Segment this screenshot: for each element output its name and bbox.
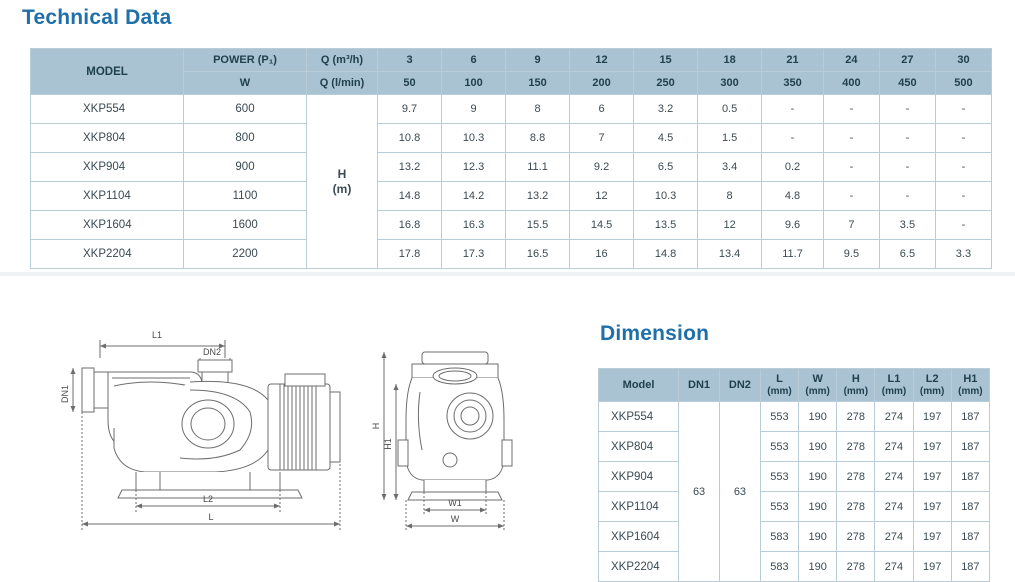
cell-dn2: 63 bbox=[720, 402, 761, 582]
cell-power: 900 bbox=[184, 153, 307, 182]
cell-head-value: 16.3 bbox=[442, 211, 506, 240]
dim-header-w-unit: (mm) bbox=[805, 385, 830, 397]
table-row bbox=[599, 552, 990, 582]
flow-lmin-4: 250 bbox=[634, 72, 698, 95]
cell-power: 1600 bbox=[184, 211, 307, 240]
dimension-table bbox=[598, 368, 990, 582]
dim-header-l bbox=[760, 369, 798, 402]
pump-technical-drawings bbox=[40, 320, 560, 560]
cell-W: 190 bbox=[799, 432, 837, 462]
cell-head-value: 17.3 bbox=[442, 240, 506, 269]
flow-m3h-4: 15 bbox=[634, 49, 698, 72]
section-divider bbox=[0, 272, 1015, 276]
technical-table-head bbox=[31, 49, 992, 95]
cell-head-value: 9.2 bbox=[570, 153, 634, 182]
cell-head-value: 0.5 bbox=[698, 95, 762, 124]
cell-H: 278 bbox=[837, 432, 875, 462]
cell-model: XKP1604 bbox=[31, 211, 184, 240]
cell-L1: 274 bbox=[875, 432, 913, 462]
flow-lmin-9: 500 bbox=[935, 72, 991, 95]
cell-head-value: 16.5 bbox=[506, 240, 570, 269]
cell-H: 278 bbox=[837, 552, 875, 582]
header-model: MODEL bbox=[31, 49, 184, 95]
head-symbol: H bbox=[337, 166, 347, 181]
cell-W: 190 bbox=[799, 552, 837, 582]
label-W: W bbox=[450, 514, 460, 524]
cell-H1: 187 bbox=[951, 522, 989, 552]
cell-head-value: - bbox=[823, 182, 879, 211]
cell-W: 190 bbox=[799, 402, 837, 432]
cell-head-value: 3.5 bbox=[879, 211, 935, 240]
technical-header-row-1 bbox=[31, 49, 992, 72]
cell-L1: 274 bbox=[875, 522, 913, 552]
technical-data-table bbox=[30, 48, 992, 269]
cell-L2: 197 bbox=[913, 522, 951, 552]
cell-model: XKP1104 bbox=[599, 492, 679, 522]
cell-H1: 187 bbox=[951, 462, 989, 492]
cell-head-value: 7 bbox=[570, 124, 634, 153]
cell-head-value: 8.8 bbox=[506, 124, 570, 153]
cell-head-value: 12.3 bbox=[442, 153, 506, 182]
dim-header-l-name: L bbox=[776, 372, 783, 385]
cell-head-value: 12 bbox=[570, 182, 634, 211]
page-title-technical-data: Technical Data bbox=[22, 6, 172, 29]
flow-m3h-3: 12 bbox=[570, 49, 634, 72]
dim-header-h-name: H bbox=[851, 372, 860, 385]
cell-L2: 197 bbox=[913, 462, 951, 492]
cell-power: 1100 bbox=[184, 182, 307, 211]
header-q-lmin: Q (l/min) bbox=[307, 72, 378, 95]
cell-head-value: 3.3 bbox=[935, 240, 991, 269]
cell-head-value: 14.2 bbox=[442, 182, 506, 211]
flow-m3h-7: 24 bbox=[823, 49, 879, 72]
flow-m3h-9: 30 bbox=[935, 49, 991, 72]
head-unit: (m) bbox=[332, 181, 352, 196]
cell-head-value: 13.5 bbox=[634, 211, 698, 240]
label-DN2: DN2 bbox=[202, 347, 222, 357]
cell-head-value: 13.4 bbox=[698, 240, 762, 269]
cell-H1: 187 bbox=[951, 552, 989, 582]
cell-L: 583 bbox=[760, 522, 798, 552]
cell-head-value: - bbox=[823, 124, 879, 153]
dim-header-model-name: Model bbox=[622, 378, 655, 391]
dim-header-w-name: W bbox=[812, 372, 823, 385]
cell-head-value: - bbox=[879, 95, 935, 124]
cell-power: 600 bbox=[184, 95, 307, 124]
cell-head-label bbox=[307, 95, 378, 269]
dim-header-h1-unit: (mm) bbox=[958, 385, 983, 397]
cell-head-value: 6.5 bbox=[879, 240, 935, 269]
table-row bbox=[599, 432, 990, 462]
flow-m3h-8: 27 bbox=[879, 49, 935, 72]
dim-header-dn1-name: DN1 bbox=[688, 378, 711, 391]
cell-head-value: 6.5 bbox=[634, 153, 698, 182]
cell-power: 2200 bbox=[184, 240, 307, 269]
cell-head-value: - bbox=[823, 95, 879, 124]
cell-head-value: 9.6 bbox=[762, 211, 824, 240]
cell-L2: 197 bbox=[913, 552, 951, 582]
table-row bbox=[599, 462, 990, 492]
dim-header-l1-name: L1 bbox=[887, 372, 901, 385]
table-row bbox=[31, 182, 992, 211]
flow-lmin-2: 150 bbox=[506, 72, 570, 95]
table-row bbox=[31, 95, 992, 124]
cell-head-value: 10.3 bbox=[634, 182, 698, 211]
cell-head-value: - bbox=[762, 124, 824, 153]
cell-L1: 274 bbox=[875, 552, 913, 582]
table-row bbox=[31, 240, 992, 269]
label-W1: W1 bbox=[448, 498, 462, 508]
cell-model: XKP2204 bbox=[31, 240, 184, 269]
cell-H: 278 bbox=[837, 492, 875, 522]
table-row bbox=[31, 211, 992, 240]
cell-model: XKP1104 bbox=[31, 182, 184, 211]
dim-header-l1-unit: (mm) bbox=[881, 385, 907, 397]
dimension-table-head bbox=[599, 369, 990, 402]
dim-header-dn1 bbox=[679, 369, 720, 402]
flow-m3h-6: 21 bbox=[762, 49, 824, 72]
table-row bbox=[599, 522, 990, 552]
technical-data-table-wrapper bbox=[30, 48, 992, 269]
cell-W: 190 bbox=[799, 462, 837, 492]
cell-L1: 274 bbox=[875, 402, 913, 432]
cell-head-value: 9.7 bbox=[378, 95, 442, 124]
flow-lmin-1: 100 bbox=[442, 72, 506, 95]
cell-dn1: 63 bbox=[679, 402, 720, 582]
header-power-unit: W bbox=[184, 72, 307, 95]
cell-head-value: 15.5 bbox=[506, 211, 570, 240]
label-H: H bbox=[371, 422, 381, 430]
cell-head-value: 13.2 bbox=[378, 153, 442, 182]
cell-head-value: - bbox=[935, 153, 991, 182]
cell-head-value: - bbox=[935, 95, 991, 124]
cell-head-value: 10.3 bbox=[442, 124, 506, 153]
cell-head-value: 12 bbox=[698, 211, 762, 240]
cell-head-value: 14.8 bbox=[378, 182, 442, 211]
cell-model: XKP554 bbox=[31, 95, 184, 124]
technical-table-body bbox=[31, 95, 992, 269]
cell-L: 553 bbox=[760, 432, 798, 462]
cell-L1: 274 bbox=[875, 492, 913, 522]
cell-head-value: 0.2 bbox=[762, 153, 824, 182]
cell-head-value: - bbox=[935, 182, 991, 211]
page-title-dimension: Dimension bbox=[600, 322, 710, 345]
cell-power: 800 bbox=[184, 124, 307, 153]
cell-head-value: 4.8 bbox=[762, 182, 824, 211]
dim-header-dn2 bbox=[720, 369, 761, 402]
cell-head-value: 8 bbox=[506, 95, 570, 124]
cell-model: XKP2204 bbox=[599, 552, 679, 582]
cell-L: 553 bbox=[760, 492, 798, 522]
dim-header-model bbox=[599, 369, 679, 402]
dim-header-w bbox=[799, 369, 837, 402]
cell-L: 583 bbox=[760, 552, 798, 582]
table-row bbox=[599, 492, 990, 522]
flow-lmin-3: 200 bbox=[570, 72, 634, 95]
cell-model: XKP904 bbox=[599, 462, 679, 492]
dim-header-h1-name: H1 bbox=[963, 372, 978, 385]
cell-head-value: 17.8 bbox=[378, 240, 442, 269]
drawings-svg bbox=[40, 320, 560, 560]
table-row bbox=[599, 402, 990, 432]
cell-head-value: - bbox=[823, 153, 879, 182]
cell-model: XKP1604 bbox=[599, 522, 679, 552]
label-L1: L1 bbox=[151, 330, 163, 340]
cell-model: XKP554 bbox=[599, 402, 679, 432]
label-L2: L2 bbox=[202, 494, 214, 504]
cell-W: 190 bbox=[799, 492, 837, 522]
cell-head-value: 8 bbox=[698, 182, 762, 211]
cell-head-value: 1.5 bbox=[698, 124, 762, 153]
cell-head-value: 9 bbox=[442, 95, 506, 124]
flow-lmin-8: 450 bbox=[879, 72, 935, 95]
cell-head-value: - bbox=[879, 182, 935, 211]
label-L: L bbox=[208, 512, 214, 522]
cell-head-value: 11.7 bbox=[762, 240, 824, 269]
cell-model: XKP904 bbox=[31, 153, 184, 182]
cell-head-value: 16.8 bbox=[378, 211, 442, 240]
cell-head-value: 7 bbox=[823, 211, 879, 240]
table-row bbox=[31, 153, 992, 182]
dim-header-l2-name: L2 bbox=[925, 372, 939, 385]
cell-head-value: - bbox=[935, 124, 991, 153]
cell-head-value: - bbox=[935, 211, 991, 240]
cell-L1: 274 bbox=[875, 462, 913, 492]
cell-head-value: 4.5 bbox=[634, 124, 698, 153]
cell-head-value: 3.4 bbox=[698, 153, 762, 182]
cell-head-value: - bbox=[879, 124, 935, 153]
flow-lmin-6: 350 bbox=[762, 72, 824, 95]
cell-head-value: 3.2 bbox=[634, 95, 698, 124]
dim-header-h-unit: (mm) bbox=[843, 385, 869, 397]
cell-H: 278 bbox=[837, 462, 875, 492]
dim-header-l1 bbox=[875, 369, 913, 402]
dim-header-h1 bbox=[951, 369, 989, 402]
cell-head-value: 14.8 bbox=[634, 240, 698, 269]
cell-head-value: 16 bbox=[570, 240, 634, 269]
cell-L: 553 bbox=[760, 462, 798, 492]
dim-header-l2-unit: (mm) bbox=[919, 385, 945, 397]
cell-model: XKP804 bbox=[599, 432, 679, 462]
flow-m3h-5: 18 bbox=[698, 49, 762, 72]
cell-head-value: - bbox=[879, 153, 935, 182]
cell-head-value: 13.2 bbox=[506, 182, 570, 211]
cell-W: 190 bbox=[799, 522, 837, 552]
flow-lmin-0: 50 bbox=[378, 72, 442, 95]
cell-L2: 197 bbox=[913, 432, 951, 462]
cell-H: 278 bbox=[837, 402, 875, 432]
flow-lmin-5: 300 bbox=[698, 72, 762, 95]
header-q-m3h: Q (m³/h) bbox=[307, 49, 378, 72]
cell-L2: 197 bbox=[913, 492, 951, 522]
flow-m3h-2: 9 bbox=[506, 49, 570, 72]
cell-head-value: 9.5 bbox=[823, 240, 879, 269]
cell-H: 278 bbox=[837, 522, 875, 552]
cell-head-value: 6 bbox=[570, 95, 634, 124]
dimension-table-wrapper bbox=[598, 368, 990, 582]
cell-head-value: - bbox=[762, 95, 824, 124]
dim-header-l2 bbox=[913, 369, 951, 402]
dim-header-l-unit: (mm) bbox=[767, 385, 792, 397]
label-H1: H1 bbox=[383, 438, 393, 450]
dimension-header-row bbox=[599, 369, 990, 402]
label-DN1: DN1 bbox=[60, 384, 70, 404]
table-row bbox=[31, 124, 992, 153]
flow-m3h-0: 3 bbox=[378, 49, 442, 72]
cell-L: 553 bbox=[760, 402, 798, 432]
cell-L2: 197 bbox=[913, 402, 951, 432]
dim-header-dn2-name: DN2 bbox=[728, 378, 751, 391]
flow-m3h-1: 6 bbox=[442, 49, 506, 72]
cell-head-value: 14.5 bbox=[570, 211, 634, 240]
header-power: POWER (P₁) bbox=[184, 49, 307, 72]
cell-head-value: 11.1 bbox=[506, 153, 570, 182]
cell-H1: 187 bbox=[951, 402, 989, 432]
flow-lmin-7: 400 bbox=[823, 72, 879, 95]
dimension-table-body bbox=[599, 402, 990, 582]
cell-head-value: 10.8 bbox=[378, 124, 442, 153]
cell-H1: 187 bbox=[951, 492, 989, 522]
dim-header-h bbox=[837, 369, 875, 402]
cell-H1: 187 bbox=[951, 432, 989, 462]
cell-model: XKP804 bbox=[31, 124, 184, 153]
